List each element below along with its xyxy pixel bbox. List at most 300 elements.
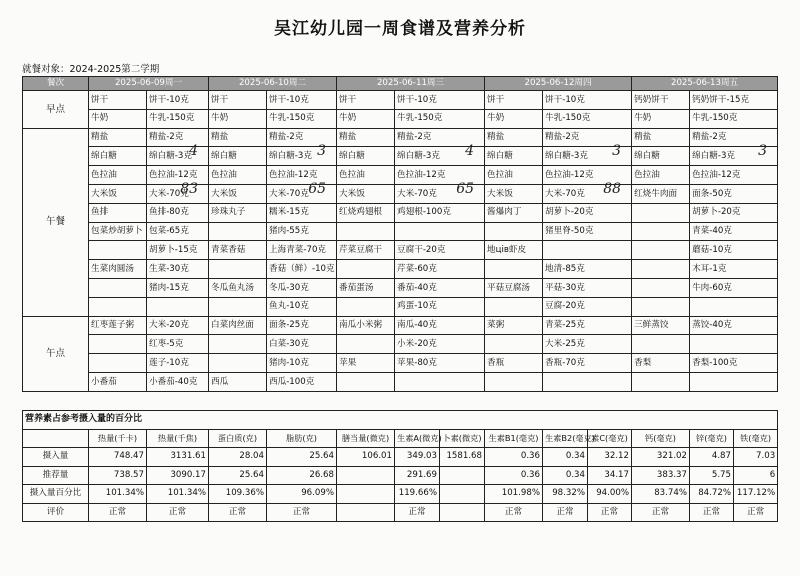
nutrient-value: 3131.61	[147, 448, 209, 467]
dish-name-mon: 绵白糖	[89, 147, 147, 166]
dish-name-thu: 饼干	[485, 91, 543, 110]
dish-name-mon	[89, 335, 147, 354]
dish-name-tue: 饼干	[209, 91, 267, 110]
dish-name-fri: 红烧牛肉面	[632, 184, 690, 203]
ingredient-tue	[267, 143, 337, 166]
ingredient-mon	[147, 335, 209, 354]
nutrient-value: 4.87	[690, 448, 734, 467]
dish-name-thu: 牛奶	[485, 109, 543, 128]
nutrient-value	[337, 503, 395, 522]
ingredient-fri	[690, 354, 778, 373]
dish-name-mon	[89, 297, 147, 316]
dish-name-tue: 精盐	[209, 128, 267, 147]
ingredient-text: 南瓜-40克	[397, 320, 437, 331]
ingredient-text: 白菜-30克	[269, 338, 309, 349]
ingredient-wed	[395, 335, 485, 354]
nutrient-value: 正常	[543, 503, 588, 522]
ingredient-text: 蘑菇-10克	[692, 244, 732, 255]
ingredient-text: 苹果-80克	[397, 357, 437, 368]
ingredient-text: 西瓜-100克	[269, 376, 315, 387]
ingredient-wed	[395, 354, 485, 373]
menu-row	[23, 316, 778, 335]
nutrient-value: 0.34	[543, 448, 588, 467]
dish-name-mon	[89, 354, 147, 373]
ingredient-text: 牛乳-150克	[692, 113, 738, 124]
ingredient-text: 胡萝卜-15克	[149, 244, 198, 255]
ingredient-text: 香菇（鲜）-10克	[269, 263, 335, 274]
nutrient-value: 321.02	[632, 448, 690, 467]
nutrient-value	[337, 466, 395, 485]
nutrition-row-label: 摄入量百分比	[23, 485, 89, 504]
ingredient-tue	[267, 222, 337, 241]
handwritten-note: 88	[603, 180, 622, 197]
ingredient-text: 色拉油-12克	[692, 169, 741, 180]
ingredient-thu	[543, 91, 632, 110]
nutrition-row	[23, 448, 778, 467]
nutrient-header: 卜素(微克)	[440, 429, 485, 448]
dish-name-wed: 牛奶	[337, 109, 395, 128]
ingredient-wed	[395, 180, 485, 203]
document-title: 吴江幼儿园一周食谱及营养分析	[274, 19, 526, 39]
dish-name-wed: 色拉油	[337, 166, 395, 185]
ingredient-wed	[395, 222, 485, 241]
dish-name-mon: 精盐	[89, 128, 147, 147]
dish-name-tue: 青菜香菇	[209, 241, 267, 260]
header-day-mon: 2025-06-09周一	[89, 77, 209, 91]
ingredient-text: 精盐-2克	[149, 132, 184, 143]
ingredient-mon	[147, 180, 209, 203]
dish-name-mon: 色拉油	[89, 166, 147, 185]
nutrition-header-row	[23, 429, 778, 448]
nutrient-value: 7.03	[734, 448, 778, 467]
dish-name-mon: 牛奶	[89, 109, 147, 128]
meal-label: 早点	[23, 91, 89, 129]
ingredient-thu	[543, 180, 632, 203]
dish-name-fri: 牛奶	[632, 109, 690, 128]
dish-name-wed: 南瓜小米粥	[337, 316, 395, 335]
nutrient-value: 101.34%	[147, 485, 209, 504]
nutrient-value: 正常	[632, 503, 690, 522]
dish-name-tue	[209, 297, 267, 316]
ingredient-text: 牛乳-150克	[545, 113, 591, 124]
ingredient-mon	[147, 354, 209, 373]
ingredient-wed	[395, 260, 485, 279]
dish-name-tue	[209, 222, 267, 241]
ingredient-fri	[690, 335, 778, 354]
ingredient-thu	[543, 278, 632, 297]
ingredient-wed	[395, 91, 485, 110]
menu-row	[23, 109, 778, 128]
dish-name-tue	[209, 260, 267, 279]
handwritten-note: 83	[180, 180, 199, 197]
ingredient-text: 饼干-10克	[149, 94, 189, 105]
dish-name-thu: 香瓶	[485, 354, 543, 373]
ingredient-wed	[395, 372, 485, 391]
ingredient-fri	[690, 184, 778, 203]
ingredient-text: 饼干-10克	[397, 94, 437, 105]
nutrient-header: 脂肪(克)	[267, 429, 337, 448]
nutrition-row-label: 评价	[23, 503, 89, 522]
handwritten-note: 3	[612, 143, 622, 160]
ingredient-tue	[267, 354, 337, 373]
ingredient-mon	[147, 241, 209, 260]
nutrient-header: 钙(毫克)	[632, 429, 690, 448]
ingredient-mon	[147, 260, 209, 279]
nutrient-value: 正常	[734, 503, 778, 522]
dish-name-thu	[485, 372, 543, 391]
nutrition-row	[23, 503, 778, 522]
dish-name-tue: 绵白糖	[209, 147, 267, 166]
ingredient-text: 鸡翅根-100克	[397, 207, 451, 218]
ingredient-tue	[267, 260, 337, 279]
nutrition-row-label: 摄入量	[23, 448, 89, 467]
ingredient-text: 绵白糖-3克	[692, 150, 736, 161]
ingredient-thu	[543, 354, 632, 373]
dish-name-thu: 地ців虾皮	[485, 241, 543, 260]
dish-name-wed: 精盐	[337, 128, 395, 147]
dining-target: 就餐对象：2024-2025第二学期	[22, 64, 160, 75]
ingredient-text: 猪肉-55克	[269, 226, 309, 237]
ingredient-fri	[690, 372, 778, 391]
dish-name-tue: 冬瓜鱼丸汤	[209, 278, 267, 297]
dish-name-fri	[632, 241, 690, 260]
ingredient-mon	[147, 372, 209, 391]
nutrient-value	[337, 485, 395, 504]
ingredient-text: 鸡蛋-10克	[397, 301, 437, 312]
ingredient-mon	[147, 222, 209, 241]
ingredient-tue	[267, 335, 337, 354]
dish-name-fri: 三鲜蒸饺	[632, 316, 690, 335]
nutrient-header: 热量(千焦)	[147, 429, 209, 448]
ingredient-text: 芹菜-60克	[397, 263, 437, 274]
nutrient-header: 素C(毫克)	[588, 429, 632, 448]
ingredient-text: 香瓶-70克	[545, 357, 585, 368]
ingredient-mon	[147, 91, 209, 110]
ingredient-text: 生菜-30克	[149, 263, 189, 274]
ingredient-mon	[147, 297, 209, 316]
nutrient-value: 94.00%	[588, 485, 632, 504]
ingredient-text: 大米-70克	[149, 188, 189, 199]
dish-name-thu	[485, 260, 543, 279]
ingredient-mon	[147, 278, 209, 297]
dish-name-thu	[485, 335, 543, 354]
ingredient-fri	[690, 91, 778, 110]
ingredient-text: 平菇-30克	[545, 282, 585, 293]
ingredient-fri	[690, 297, 778, 316]
dish-name-fri: 色拉油	[632, 166, 690, 185]
nutrient-value: 96.09%	[267, 485, 337, 504]
header-day-thu: 2025-06-12周四	[485, 77, 632, 91]
dish-name-tue: 大米饭	[209, 184, 267, 203]
nutrient-header: 生素A(微克)	[395, 429, 440, 448]
nutrient-value	[440, 466, 485, 485]
ingredient-wed	[395, 109, 485, 128]
weekly-menu-table	[22, 76, 778, 392]
ingredient-fri	[690, 278, 778, 297]
ingredient-text: 牛乳-150克	[149, 113, 195, 124]
ingredient-text: 精盐-2克	[545, 132, 580, 143]
ingredient-text: 胡萝卜-20克	[545, 207, 594, 218]
dish-name-wed	[337, 260, 395, 279]
dish-name-wed: 苹果	[337, 354, 395, 373]
nutrient-value: 32.12	[588, 448, 632, 467]
nutrient-value: 83.74%	[632, 485, 690, 504]
ingredient-fri	[690, 109, 778, 128]
nutrient-value: 正常	[147, 503, 209, 522]
menu-row	[23, 91, 778, 110]
nutrient-value	[440, 485, 485, 504]
dish-name-wed	[337, 297, 395, 316]
ingredient-fri	[690, 143, 778, 166]
dish-name-wed: 红烧鸡翅根	[337, 203, 395, 222]
ingredient-mon	[147, 166, 209, 185]
handwritten-note: 3	[317, 143, 327, 160]
nutrient-value: 101.34%	[89, 485, 147, 504]
ingredient-mon	[147, 109, 209, 128]
ingredient-wed	[395, 143, 485, 166]
menu-row	[23, 128, 778, 147]
handwritten-note: 3	[758, 143, 768, 160]
nutrient-value: 0.36	[485, 466, 543, 485]
ingredient-mon	[147, 203, 209, 222]
nutrient-value: 0.36	[485, 448, 543, 467]
nutrient-value: 正常	[89, 503, 147, 522]
nutrition-analysis-table	[22, 410, 778, 522]
nutrient-value: 291.69	[395, 466, 440, 485]
ingredient-text: 木耳-1克	[692, 263, 727, 274]
ingredient-fri	[690, 203, 778, 222]
menu-row	[23, 166, 778, 185]
ingredient-text: 蒸饺-40克	[692, 320, 732, 331]
dish-name-mon	[89, 241, 147, 260]
ingredient-thu	[543, 335, 632, 354]
ingredient-text: 地清-85克	[545, 263, 585, 274]
ingredient-tue	[267, 278, 337, 297]
ingredient-text: 饼干-10克	[545, 94, 585, 105]
nutrient-value: 109.36%	[209, 485, 267, 504]
nutrient-header: 热量(千卡)	[89, 429, 147, 448]
ingredient-mon	[147, 143, 209, 166]
ingredient-wed	[395, 316, 485, 335]
ingredient-text: 牛肉-60克	[692, 282, 732, 293]
dish-name-fri	[632, 297, 690, 316]
nutrient-value: 正常	[485, 503, 543, 522]
nutrient-value: 84.72%	[690, 485, 734, 504]
dish-name-mon: 鱼排	[89, 203, 147, 222]
menu-row	[23, 184, 778, 203]
menu-row	[23, 372, 778, 391]
ingredient-wed	[395, 203, 485, 222]
dish-name-tue	[209, 335, 267, 354]
nutrient-value: 98.32%	[543, 485, 588, 504]
meal-label: 午餐	[23, 128, 89, 316]
header-day-fri: 2025-06-13周五	[632, 77, 778, 91]
ingredient-fri	[690, 316, 778, 335]
nutrient-value: 6	[734, 466, 778, 485]
menu-row	[23, 147, 778, 166]
dish-name-mon: 小番茄	[89, 372, 147, 391]
dish-name-thu	[485, 297, 543, 316]
ingredient-tue	[267, 241, 337, 260]
menu-row	[23, 297, 778, 316]
ingredient-tue	[267, 109, 337, 128]
header-day-tue: 2025-06-10周二	[209, 77, 337, 91]
ingredient-thu	[543, 222, 632, 241]
ingredient-text: 大米-70克	[397, 188, 437, 199]
ingredient-text: 番茄-40克	[397, 282, 437, 293]
nutrient-header: 生素B1(毫克)	[485, 429, 543, 448]
ingredient-text: 大米-25克	[545, 338, 585, 349]
ingredient-text: 大米-20克	[149, 320, 189, 331]
nutrient-value: 101.98%	[485, 485, 543, 504]
ingredient-text: 糯米-15克	[269, 207, 309, 218]
nutrient-value: 正常	[395, 503, 440, 522]
ingredient-text: 精盐-2克	[692, 132, 727, 143]
ingredient-text: 胡萝卜-20克	[692, 207, 741, 218]
dish-name-fri: 绵白糖	[632, 147, 690, 166]
nutrient-value: 349.03	[395, 448, 440, 467]
dish-name-tue: 色拉油	[209, 166, 267, 185]
nutrient-value: 738.57	[89, 466, 147, 485]
menu-row	[23, 260, 778, 279]
dish-name-mon: 包菜炒胡萝卜	[89, 222, 147, 241]
ingredient-text: 上海青菜-70克	[269, 244, 327, 255]
ingredient-thu	[543, 143, 632, 166]
nutrient-value: 5.75	[690, 466, 734, 485]
nutrient-value: 正常	[588, 503, 632, 522]
ingredient-text: 绵白糖-3克	[397, 150, 440, 161]
nutrition-header-blank	[23, 429, 89, 448]
menu-row	[23, 335, 778, 354]
nutrient-value: 正常	[267, 503, 337, 522]
ingredient-text: 面条-50克	[692, 188, 732, 199]
ingredient-text: 色拉油-12克	[269, 169, 318, 180]
ingredient-text: 精盐-2克	[269, 132, 304, 143]
ingredient-fri	[690, 260, 778, 279]
dish-name-wed: 芹菜豆腐干	[337, 241, 395, 260]
ingredient-text: 小番茄-40克	[149, 376, 198, 387]
ingredient-text: 青菜-40克	[692, 226, 732, 237]
ingredient-text: 鱼丸-10克	[269, 301, 309, 312]
nutrient-value: 正常	[209, 503, 267, 522]
handwritten-note: 4	[465, 143, 475, 160]
handwritten-note: 65	[308, 180, 327, 197]
dish-name-mon: 生菜肉圆汤	[89, 260, 147, 279]
ingredient-text: 莲子-10克	[149, 357, 189, 368]
ingredient-text: 豆腐-20克	[545, 301, 585, 312]
dish-name-fri	[632, 222, 690, 241]
ingredient-tue	[267, 203, 337, 222]
ingredient-text: 绵白糖-3克	[545, 150, 588, 161]
nutrition-row	[23, 485, 778, 504]
ingredient-wed	[395, 241, 485, 260]
nutrient-header: 锌(毫克)	[690, 429, 734, 448]
dish-name-thu	[485, 222, 543, 241]
dish-name-wed: 大米饭	[337, 184, 395, 203]
menu-row	[23, 354, 778, 373]
ingredient-thu	[543, 372, 632, 391]
ingredient-text: 豆腐干-20克	[397, 244, 446, 255]
dish-name-wed	[337, 222, 395, 241]
nutrition-row	[23, 466, 778, 485]
nutrient-value: 26.68	[267, 466, 337, 485]
nutrient-header: 蛋白质(克)	[209, 429, 267, 448]
nutrition-row-label: 推荐量	[23, 466, 89, 485]
ingredient-text: 猪肉-10克	[269, 357, 309, 368]
ingredient-fri	[690, 222, 778, 241]
ingredient-text: 大米-70克	[545, 188, 585, 199]
ingredient-thu	[543, 203, 632, 222]
nutrient-value: 3090.17	[147, 466, 209, 485]
header-day-wed: 2025-06-11周三	[337, 77, 485, 91]
nutrient-header: 生素B2(毫克)	[543, 429, 588, 448]
ingredient-text: 钙奶饼干-15克	[692, 94, 750, 105]
nutrient-value: 25.64	[209, 466, 267, 485]
ingredient-text: 香梨-100克	[692, 357, 738, 368]
ingredient-text: 猪肉-15克	[149, 282, 189, 293]
ingredient-thu	[543, 297, 632, 316]
dish-name-tue: 牛奶	[209, 109, 267, 128]
nutrient-value: 25.64	[267, 448, 337, 467]
ingredient-tue	[267, 91, 337, 110]
ingredient-text: 色拉油-12克	[545, 169, 594, 180]
dish-name-fri	[632, 372, 690, 391]
dish-name-fri	[632, 260, 690, 279]
dish-name-mon: 饼干	[89, 91, 147, 110]
dish-name-thu: 酱爆肉丁	[485, 203, 543, 222]
dish-name-tue: 珍珠丸子	[209, 203, 267, 222]
ingredient-tue	[267, 297, 337, 316]
dish-name-wed: 绵白糖	[337, 147, 395, 166]
nutrient-header: 膳当量(微克)	[337, 429, 395, 448]
dish-name-thu: 绵白糖	[485, 147, 543, 166]
dish-name-mon	[89, 278, 147, 297]
ingredient-text: 小米-20克	[397, 338, 437, 349]
dish-name-fri: 钙奶饼干	[632, 91, 690, 110]
ingredient-text: 红枣-5克	[149, 338, 184, 349]
dish-name-fri: 精盐	[632, 128, 690, 147]
dish-name-fri	[632, 203, 690, 222]
menu-row	[23, 241, 778, 260]
nutrient-value: 383.37	[632, 466, 690, 485]
nutrient-value: 117.12%	[734, 485, 778, 504]
ingredient-thu	[543, 109, 632, 128]
ingredient-text: 牛乳-150克	[269, 113, 315, 124]
menu-row	[23, 222, 778, 241]
ingredient-text: 猪里脊-50克	[545, 226, 594, 237]
nutrient-value: 34.17	[588, 466, 632, 485]
dish-name-thu: 平菇豆腐汤	[485, 278, 543, 297]
ingredient-wed	[395, 297, 485, 316]
dish-name-fri: 香梨	[632, 354, 690, 373]
nutrient-value: 119.66%	[395, 485, 440, 504]
ingredient-fri	[690, 241, 778, 260]
handwritten-note: 4	[189, 143, 199, 160]
ingredient-text: 绵白糖-3克	[149, 150, 192, 161]
dish-name-tue: 西瓜	[209, 372, 267, 391]
nutrition-section-title: 营养素占参考摄入量的百分比	[23, 411, 778, 430]
ingredient-text: 青菜-25克	[545, 320, 585, 331]
nutrient-value: 0.34	[543, 466, 588, 485]
meal-label: 午点	[23, 316, 89, 391]
dish-name-thu: 色拉油	[485, 166, 543, 185]
dish-name-tue	[209, 354, 267, 373]
dish-name-thu: 大米饭	[485, 184, 543, 203]
ingredient-tue	[267, 180, 337, 203]
dish-name-wed: 饼干	[337, 91, 395, 110]
dish-name-wed	[337, 335, 395, 354]
ingredient-text: 冬瓜-30克	[269, 282, 309, 293]
